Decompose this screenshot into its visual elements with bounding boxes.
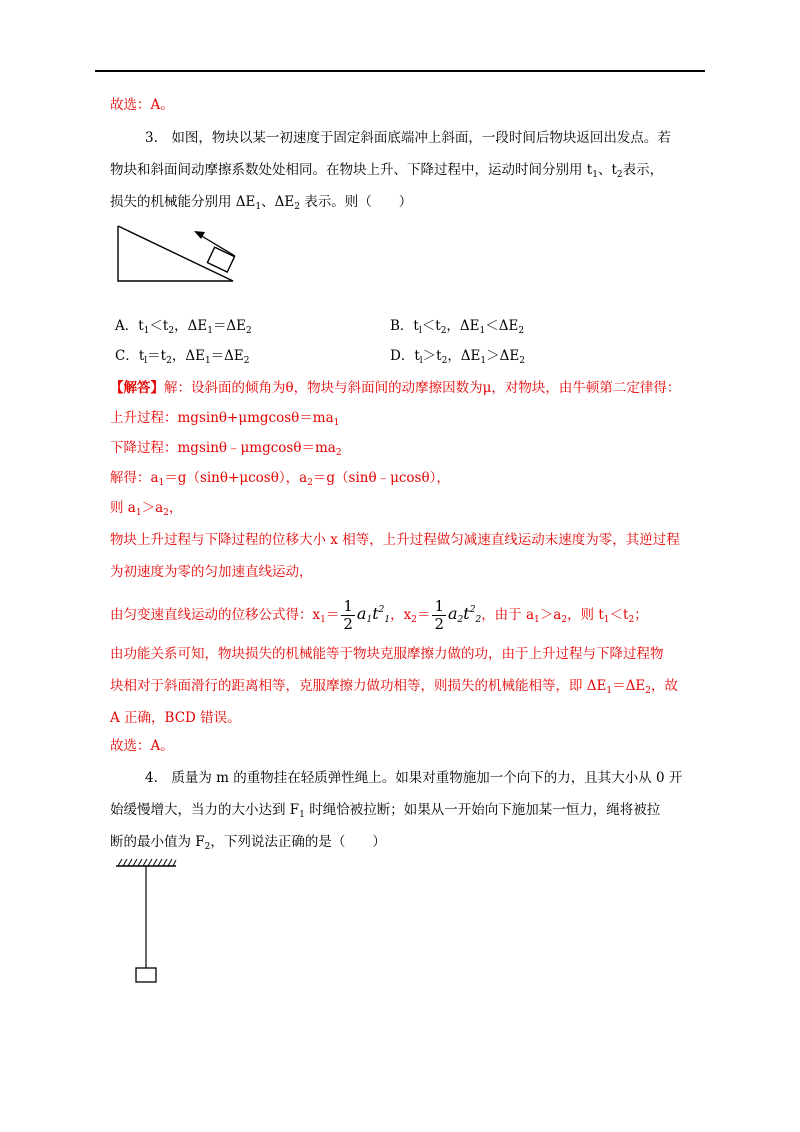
solution-line8: 由匀变速直线运动的位移公式得：$x_1=$ $\frac{1}{2}$ $a_1t^2_1$，$x_2=$ $\frac{1}{2}$ $a_2t^2_2$，由于 $a_1>a_2$，则 $t_1<t_2$；	[110, 597, 648, 633]
solution-line9: 由功能关系可知，物块损失的机械能等于物块克服摩擦力做的功，由于上升过程与下降过程物	[110, 646, 664, 662]
solution-line11: A 正确，BCD 错误。	[110, 710, 241, 726]
solution-line7: 为初速度为零的匀加速直线运动，	[110, 564, 313, 580]
solution-line10: 块相对于斜面滑行的距离相等，克服摩擦力做功相等，则损失的机械能相等，即 $\Delta E_1=\Delta E_2$，故	[110, 678, 678, 696]
solution-line2: 上升过程：$mgsin\theta+\mu mgcos\theta=ma_1$	[110, 410, 340, 428]
solution-line3: 下降过程：$mgsin\theta﹣\mu mgcos\theta=ma_2$	[110, 440, 342, 458]
fraction-half-1: $\frac{1}{2}$	[343, 597, 353, 633]
solution-line6: 物块上升过程与下降过程的位移大小 x 相等，上升过程做匀减速直线运动末速度为零，其逆过程	[110, 532, 680, 548]
option-a: A．$t_1<t_2$，$\Delta E_1=\Delta E_2$	[115, 318, 252, 336]
answer-top: 故选：A。	[110, 97, 174, 113]
solution-line1: 【解答】解：设斜面的倾角为θ，物块与斜面间的动摩擦因数为μ，对物块，由牛顿第二定律得：	[110, 380, 681, 396]
fraction-half-2: $\frac{1}{2}$	[434, 597, 444, 633]
hanging-weight-figure	[112, 856, 182, 986]
ceiling-hatch-icon	[118, 859, 176, 866]
q4-line2: 始缓慢增大，当力的大小达到 $F_1$ 时绳恰被拉断；如果从一开始向下施加某一恒力，绳将被拉	[110, 802, 661, 820]
solution-line12: 故选：A。	[110, 738, 174, 754]
q3-line1: 3. 如图，物块以某一初速度于固定斜面底端冲上斜面，一段时间后物块返回出发点。若	[145, 130, 671, 146]
solution-line4: 解得：$a_1=g(\sin\theta+\mu\cos\theta)$，$a_2=g(\sin\theta﹣\mu\cos\theta)$，	[110, 470, 450, 488]
solution-tag: 【解答】	[110, 380, 164, 396]
block-icon	[207, 247, 234, 272]
q3-line3: 损失的机械能分别用 $\Delta E_1$、$\Delta E_2$ 表示。则（ ）	[110, 194, 413, 212]
weight-block-icon	[136, 968, 156, 982]
option-d: D．$t_l>t_2$，$\Delta E_1>\Delta E_2$	[390, 348, 525, 366]
q4-line3: 断的最小值为 $F_2$，下列说法正确的是（ ）	[110, 834, 386, 852]
solution-line5: 则 $a_1>a_2$，	[110, 500, 183, 518]
header-rule	[95, 70, 705, 72]
q4-line1: 4. 质量为 m 的重物挂在轻质弹性绳上。如果对重物施加一个向下的力，且其大小从 0 开	[145, 770, 683, 786]
formula-x1: $a_1t^2_1$	[356, 604, 391, 625]
incline-figure	[110, 218, 250, 288]
formula-x2: $a_2t^2_2$	[448, 604, 482, 625]
q3-line2: 物块和斜面间动摩擦系数处处相同。在物块上升、下降过程中，运动时间分别用 $t_1$、$t_2$表示，	[110, 162, 664, 180]
option-b: B．$t_l<t_2$，$\Delta E_1<\Delta E_2$	[390, 318, 525, 336]
option-c: C．$t_l=t_2$，$\Delta E_1=\Delta E_2$	[115, 348, 250, 366]
